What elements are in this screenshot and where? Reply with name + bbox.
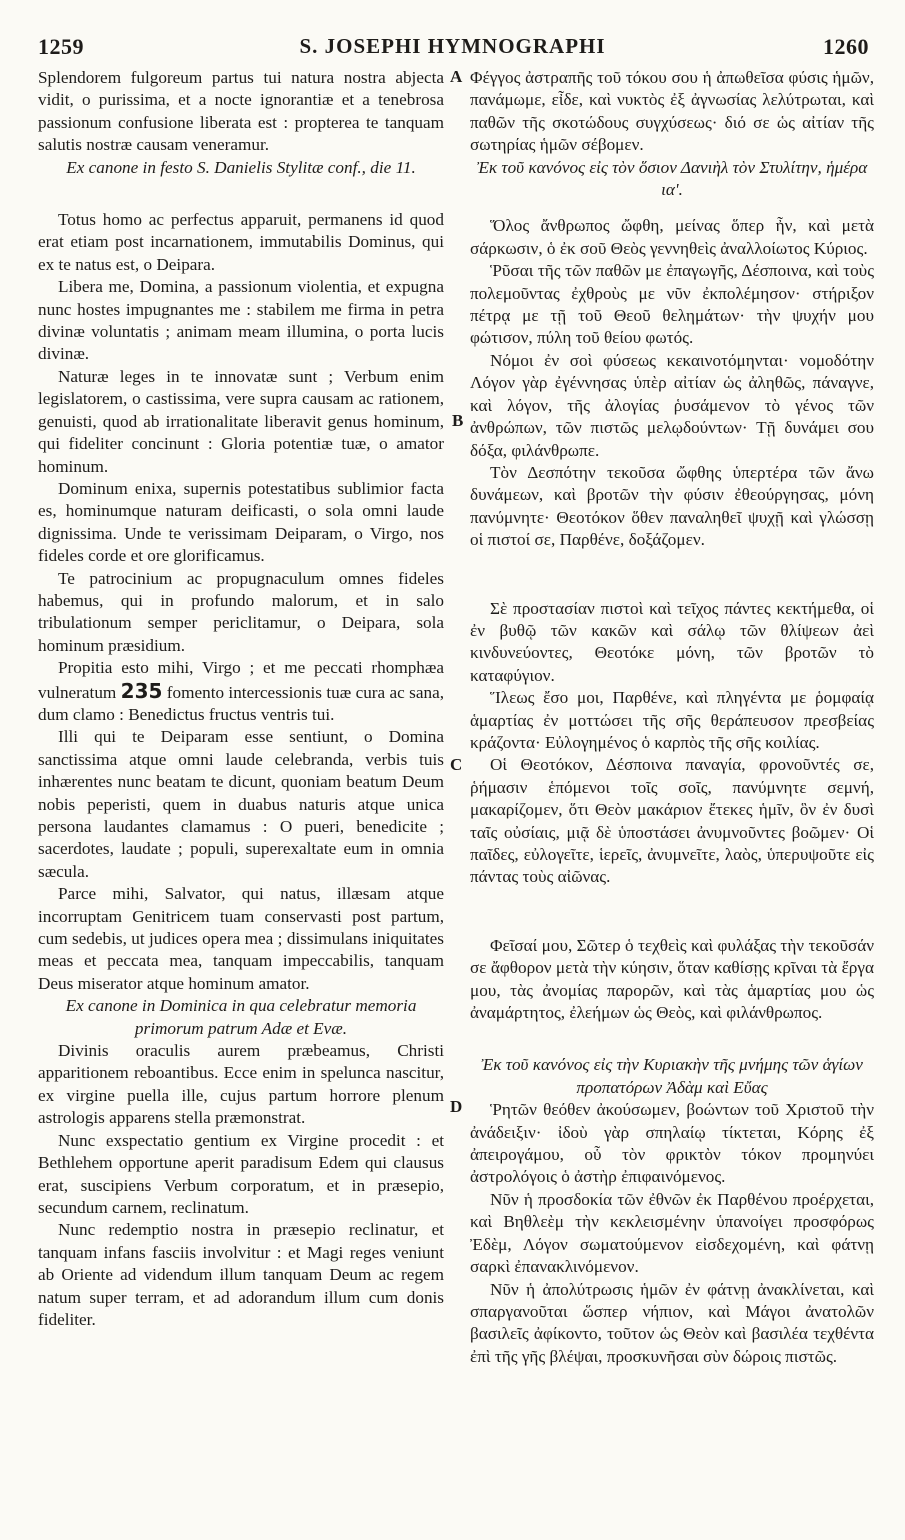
greek-paragraph: Ῥῦσαι τῆς τῶν παθῶν με ἐπαγωγῆς, Δέσποινα, καὶ τοὺς πολεμοῦντας ἐχθροὺς με νῦν ἐκπολέμησον· στήριξον πέτρᾳ με τῇ τοῦ Θεοῦ θελημάτων· τὴν ψυχήν μου φώτισον, πύλη τοῦ θείου φωτός.	[470, 261, 874, 348]
latin-paragraph: Divinis oraculis aurem præbeamus, Christi apparitionem reboantibus. Ecce enim in spelunca nascitur, ex virgine puella ille, cujus partum horrore plenum astrologis apparens stella præmonstrat.	[38, 1041, 444, 1128]
greek-paragraph: Σὲ προστασίαν πιστοὶ καὶ τεῖχος πάντες κεκτήμεθα, οἱ ἐν βυθῷ τῶν κακῶν καὶ σάλῳ τῶν θλίψεων ἀεὶ κινδυνεύοντες, Θεοτόκε μόνη, τῶν βροτῶν τὸ καταφύγιον.	[470, 598, 874, 685]
greek-paragraph: Νῦν ἡ ἀπολύτρωσις ἡμῶν ἐν φάτνῃ ἀνακλίνεται, καὶ σπαργανοῦται ὥσπερ νήπιον, καὶ Μάγοι ἀνατολῶν βασιλεῖς ἀφίκοντο, τοῦτον ὡς Θεὸν καὶ βασιλέα τεχθέντα ἐπὶ τῆς γῆς βλέψαι, προσκυνῆσαι σὺν δώροις πιστῶς.	[470, 1279, 874, 1366]
latin-paragraph: Libera me, Domina, a passionum violentia, et expugna nunc hostes impugnantes me : stabilem me firma in petra divinæ voluntatis ; animam meam illumina, o porta lucis divinæ.	[38, 277, 444, 364]
margin-marker-d: D	[450, 1097, 463, 1116]
greek-paragraph: Ὅλος ἄνθρωπος ὤφθη, μείνας ὅπερ ἦν, καὶ μετὰ σάρκωσιν, ὁ ἐκ σοῦ Θεὸς γεννηθεὶς ἀναλλοίωτος Κύριος.	[470, 216, 874, 258]
margin-marker-a: A	[450, 67, 463, 86]
latin-paragraph: Illi qui te Deiparam esse sentiunt, o Domina sanctissima atque omni laude celebranda, verbis tuis inhærentes nunc beatam te dicunt, quoniam beatum Deum nobis peperisti, quem in duabus naturis atque unica persona laudantes clamamus : O pueri, benedicite ; sacerdotes, laudate ; populi, superexaltate eum in omnia sæcula.	[38, 727, 444, 881]
greek-paragraph: Φεῖσαί μου, Σῶτερ ὁ τεχθεὶς καὶ φυλάξας τὴν τεκοῦσάν σε ἄφθορον μετὰ τὴν κύησιν, ὅταν καθίσῃς κρῖναι τὰ ἔργα μου, τὰς ἀνομίας παρορῶν, καὶ τὰς ἁμαρτίας μου ὡς ἀναμάρτητος, ἐλεήμων ὡς Θεὸς, καὶ φιλάνθρωπος.	[470, 935, 874, 1023]
latin-paragraph: Parce mihi, Salvator, qui natus, illæsam atque incorruptam Genitricem tuam conservasti post partum, cum sedebis, ut judices opera mea ; dissimulans iniquitates meas et peccata mea, tanquam impeccabilis, tanquam Deus miserator atque hominum amator.	[38, 884, 444, 993]
latin-paragraph: Splendorem fulgoreum partus tui natura nostra abjecta vidit, o purissima, et a nocte ignorantiæ et a tenebrosa passionum confusione liberata est : propterea te tanquam salutis nostræ causam veneramur.	[38, 68, 444, 155]
greek-paragraph: Τὸν Δεσπότην τεκοῦσα ὤφθης ὑπερτέρα τῶν ἄνω δυνάμεων, καὶ βροτῶν τὴν φύσιν ἐθεούργησας, μόνη πανύμνητε· Θεοτόκον ὅθεν παναληθεῖ ψυχῇ καὶ γλώσσῃ οἱ πιστοί σε, Παρθένε, δοξάζομεν.	[470, 462, 874, 550]
latin-column	[38, 67, 444, 1331]
latin-paragraph: Dominum enixa, supernis potestatibus sublimior facta es, hominumque naturam deificasti, o sola omni laude dignissima. Unde te verissimam Deiparam, o Virgo, nos fideles corde et ore glorificamus.	[38, 478, 444, 566]
greek-paragraph: Ῥητῶν θεόθεν ἀκούσωμεν, βοώντων τοῦ Χριστοῦ τὴν ἀνάδειξιν· ἰδοὺ γὰρ σπηλαίῳ τίκτεται, Κόρης ἐξ ἀπειρογάμου, οὗ τὸν φρικτὸν τόκον προμηνύει ἀστρολόγοις ὁ ἀστὴρ ἐπιφαινόμενος.	[470, 1100, 874, 1187]
latin-paragraph: Nunc exspectatio gentium ex Virgine procedit : et Bethlehem opportune aperit paradisum Edem qui clausus erat, suscipiens Verbum corporatum, et in præsepio, secundum carnem, reclinatum.	[38, 1130, 444, 1217]
latin-section-heading: Ex canone in festo S. Danielis Stylitæ conf., die 11.	[66, 157, 416, 177]
greek-column	[470, 67, 874, 1368]
running-title: S. JOSEPHI HYMNOGRAPHI	[299, 34, 606, 58]
latin-text: fomento intercessionis tuæ cura ac sana, dum clamo : Benedictus fructus ventris tui.	[38, 682, 444, 724]
latin-paragraph: Nunc redemptio nostra in præsepio reclinatur, et tanquam infans fasciis involvitur : et Magi reges veniunt ab Oriente ad videndum illum tanquam Deum ac regem natum super terram, et ad adorandum illum cum donis fideliter.	[38, 1220, 444, 1329]
greek-paragraph: Ἵλεως ἔσο μοι, Παρθένε, καὶ πληγέντα με ῥομφαίᾳ ἁμαρτίας ἐν μοττώσει τῆς σῆς θεράπευσον πρεσβείας κράζοντα· Εὐλογημένος ὁ καρπὸς τῆς σῆς κοιλίας.	[470, 688, 874, 752]
page-number-right: 1260	[823, 34, 869, 59]
latin-paragraph	[38, 657, 444, 726]
page-number-left: 1259	[38, 34, 84, 59]
greek-paragraph: Νόμοι ἐν σοὶ φύσεως κεκαινοτόμηνται· νομοδότην Λόγον γὰρ ἐγέννησας ὑπὲρ αἰτίαν ὡς ἀληθῶς, πάναγνε, καὶ λόγον, τῆς ἀλογίας ῥυσάμενον τὸ γένος τῶν ἀνθρώπων, τῶν πιστῶς μελῳδούντων· Τῇ δυνάμει σου δόξα, φιλάνθρωπε.	[470, 350, 874, 460]
latin-paragraph: Te patrocinium ac propugnaculum omnes fideles habemus, qui in profundo malorum, et in salo tribulationum semper periclitamur, o Deipara, sola hominum præsidium.	[38, 568, 444, 655]
latin-paragraph: Totus homo ac perfectus apparuit, permanens id quod erat etiam post incarnationem, immutabilis Dominus, qui ex te natus est, o Deipara.	[38, 210, 444, 274]
greek-paragraph: Νῦν ἡ προσδοκία τῶν ἐθνῶν ἐκ Παρθένου προέρχεται, καὶ Βηθλεὲμ τὴν κεκλεισμένην ὑπανοίγει προσφόρως Ἐδὲμ, Λόγον σωματούμενον εἰσδεχομένη, καὶ φάτνῃ σαρκὶ ἐπανακλινόμενον.	[470, 1189, 874, 1277]
margin-marker-c: C	[450, 755, 463, 774]
greek-section-heading: Ἐκ τοῦ κανόνος εἰς τὴν Κυριακὴν τῆς μνήμης τῶν ἁγίων προπατόρων Ἀδὰμ καὶ Εὔας	[481, 1055, 863, 1097]
greek-paragraph: Οἱ Θεοτόκον, Δέσποινα παναγία, φρονοῦντές σε, ῥήμασιν ἑπόμενοι τοῖς σοῖς, πανύμνητε σεμνή, μακαρίζομεν, ὅτι Θεὸν μακάριον ἔτεκες ἡμῖν, ὃν ἐν δυσὶ ταῖς οὐσίαις, μιᾷ δὲ ὑποστάσει ἀνυμνοῦντες βοῶμεν· Οἱ παῖδες, εὐλογεῖτε, ἱερεῖς, ἀνυμνεῖτε, λαὸς, ὑπερυψοῦτε εἰς πάντας τοὺς αἰῶνας.	[470, 755, 874, 887]
column-number: 235	[120, 678, 163, 703]
margin-marker-b: B	[452, 411, 464, 430]
greek-paragraph: Φέγγος ἀστραπῆς τοῦ τόκου σου ἡ ἀπωθεῖσα φύσις ἡμῶν, πανάμωμε, εἶδε, καὶ νυκτὸς ἐξ ἀγνωσίας λελύτρωται, καὶ παθῶν τῆς σκοτώδους συγχύσεως· διό σε ὡς αἰτίαν τῆς σωτηρίας ἡμῶν σέβομεν.	[470, 68, 874, 155]
latin-section-heading: Ex canone in Dominica in qua celebratur memoria primorum patrum Adæ et Evæ.	[65, 996, 417, 1038]
page-header	[0, 0, 905, 66]
latin-text: Propitia esto mihi, Virgo ; et me peccati rhomphæa vulneratum	[38, 658, 444, 702]
greek-section-heading: Ἐκ τοῦ κανόνος εἰς τὸν ὅσιον Δανιὴλ τὸν Στυλίτην, ἡμέρα ια'.	[476, 157, 868, 200]
latin-paragraph: Naturæ leges in te innovatæ sunt ; Verbum enim legislatorem, o castissima, vere supra causam ac rationem, genuisti, quod ab irrationalitate liberavit genus hominum, qui fideliter concinunt : Gloria potentiæ tuæ, o amator hominum.	[38, 366, 444, 476]
